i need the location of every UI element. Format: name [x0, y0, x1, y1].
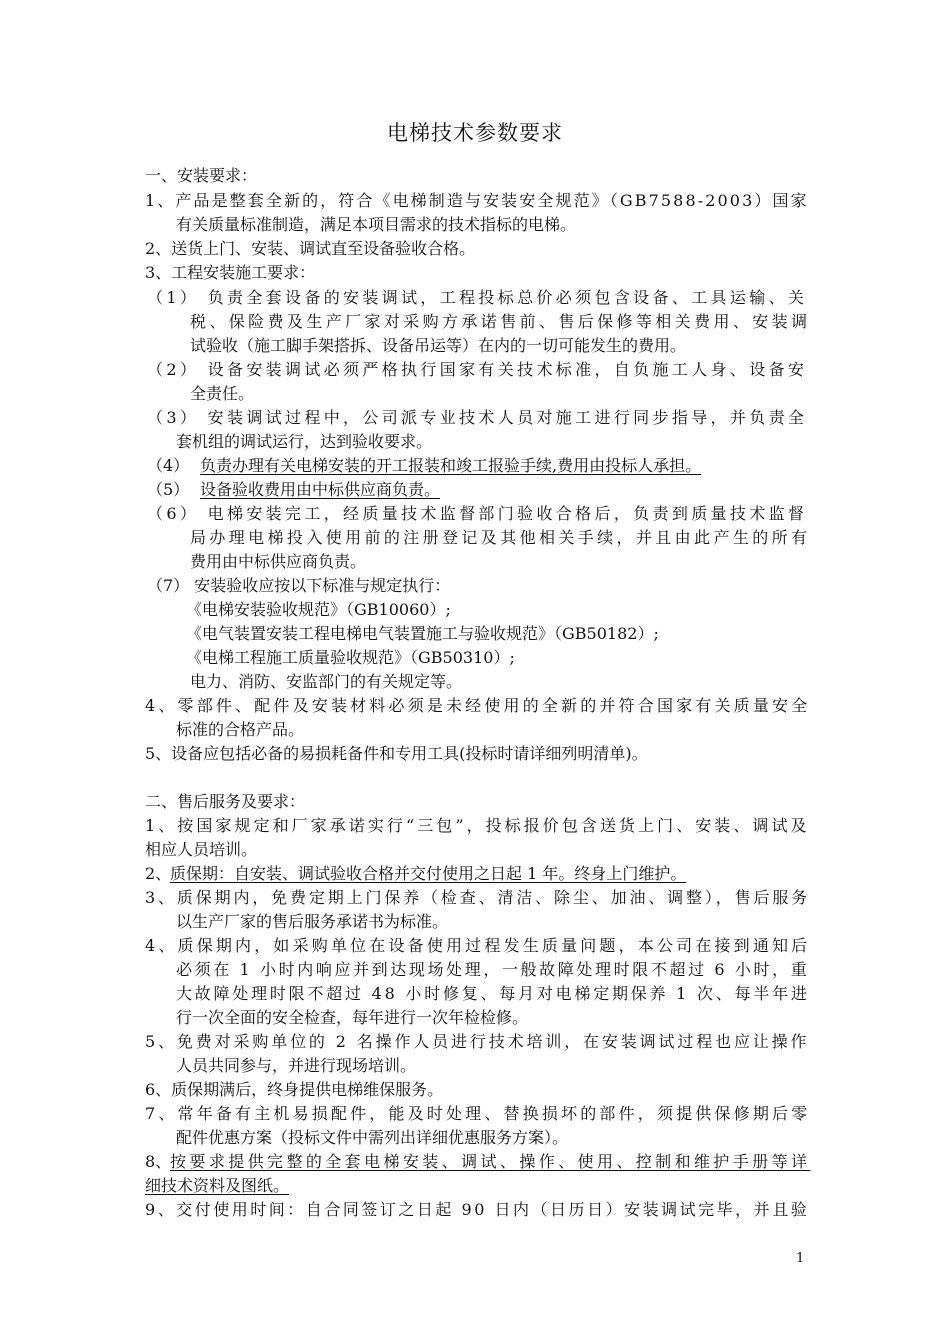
text-line: 以生产厂家的售后服务承诺书为标准。: [176, 912, 449, 931]
page-title: 电梯技术参数要求: [387, 121, 563, 145]
text-line: 一、安装要求：: [145, 166, 258, 185]
underlined-text-line: 设备验收费用由中标供应商负责。: [200, 480, 441, 499]
text-line: 2、: [145, 864, 172, 883]
text-line: 人员共同参与，并进行现场培训。: [176, 1056, 417, 1075]
text-line: （1） 负责全套设备的安装调试，工程投标总价必须包含设备、工具运输、关: [147, 288, 808, 307]
text-line: 《电气装置安装工程电梯电气装置施工与验收规范》（GB50182）;: [186, 624, 659, 643]
text-line: 4、质保期内，如采购单位在设备使用过程发生质量问题，本公司在接到通知后: [145, 936, 811, 955]
text-line: 9、交付使用时间：自合同签订之日起 90 日内（日历日）安装调试完毕，并且验: [145, 1200, 810, 1219]
text-line: 行一次全面的安全检查，每年进行一次年检检修。: [176, 1008, 529, 1027]
text-line: 5、设备应包括必备的易损耗备件和专用工具(投标时请详细列明清单)。: [145, 744, 648, 763]
text-line: 1、产品是整套全新的，符合《电梯制造与安装安全规范》（GB7588-2003）国家: [145, 191, 809, 210]
text-line: 税、保险费及生产厂家对采购方承诺售前、售后保修等相关费用、安装调: [190, 312, 811, 331]
text-line: 6、质保期满后，终身提供电梯维保服务。: [145, 1080, 444, 1099]
text-line: 2、送货上门、安装、调试直至设备验收合格。: [145, 239, 476, 258]
text-line: 配件优惠方案（投标文件中需列出详细优惠服务方案）。: [176, 1128, 569, 1147]
text-line: 相应人员培训。: [145, 840, 258, 859]
text-line: 电力、消防、安监部门的有关规定等。: [190, 672, 463, 691]
text-line: 4、零部件、配件及安装材料必须是未经使用的全新的并符合国家有关质量安全: [145, 696, 811, 715]
underlined-text-line: 负责办理有关电梯安装的开工报装和竣工报验手续,费用由投标人承担。: [200, 456, 702, 475]
text-line: 3、工程安装施工要求：: [145, 263, 316, 282]
text-line: 7、常年备有主机易损配件，能及时处理、替换损坏的部件，须提供保修期后零: [145, 1104, 811, 1123]
text-line: 《电梯工程施工质量验收规范》（GB50310）;: [186, 648, 515, 667]
text-line: 有关质量标准制造，满足本项目需求的技术指标的电梯。: [176, 215, 577, 234]
text-line: 二、售后服务及要求：: [145, 792, 306, 811]
text-line: 套机组的调试运行，达到验收要求。: [176, 432, 433, 451]
text-line: 试验收（施工脚手架搭拆、设备吊运等）在内的一切可能发生的费用。: [190, 336, 687, 355]
text-line: 《电梯安装验收规范》（GB10060）;: [186, 600, 451, 619]
text-line: （4）: [147, 456, 190, 475]
text-line: 费用由中标供应商负责。: [190, 552, 367, 571]
text-line: 标准的合格产品。: [176, 720, 305, 739]
underlined-text-line: 细技术资料及图纸。: [145, 1176, 290, 1195]
text-line: （7） 安装验收应按以下标准与规定执行：: [147, 576, 451, 595]
text-line: 1、按国家规定和厂家承诺实行“三包”，投标报价包含送货上门、安装、调试及: [145, 816, 810, 835]
text-line: 局办理电梯投入使用前的注册登记及其他相关手续，并且由此产生的所有: [190, 528, 811, 547]
text-line: 全责任。: [190, 384, 255, 403]
text-line: （3） 安装调试过程中，公司派专业技术人员对施工进行同步指导，并负责全: [147, 408, 808, 427]
text-line: （2） 设备安装调试必须严格执行国家有关技术标准，自负施工人身、设备安: [147, 360, 808, 379]
underlined-text-line: 按要求提供完整的全套电梯安装、调试、操作、使用、控制和维护手册等详: [170, 1152, 811, 1171]
text-line: 5、免费对采购单位的 2 名操作人员进行技术培训，在安装调试过程也应让操作: [145, 1032, 810, 1051]
text-line: （5）: [147, 480, 190, 499]
text-line: 大故障处理时限不超过 48 小时修复、每月对电梯定期保养 1 次、每半年进: [176, 984, 810, 1003]
text-line: 3、质保期内，免费定期上门保养（检查、清洁、除尘、加油、调整），售后服务: [145, 888, 811, 907]
page-number: 1: [796, 1251, 805, 1266]
text-line: 必须在 1 小时内响应并到达现场处理，一般故障处理时限不超过 6 小时，重: [176, 960, 810, 979]
text-line: （6） 电梯安装完工，经质量技术监督部门验收合格后，负责到质量技术监督: [147, 504, 808, 523]
text-line: 8、: [145, 1152, 172, 1171]
underlined-text-line: 质保期：自安装、调试验收合格并交付使用之日起 1 年。终身上门维护。: [170, 864, 687, 883]
